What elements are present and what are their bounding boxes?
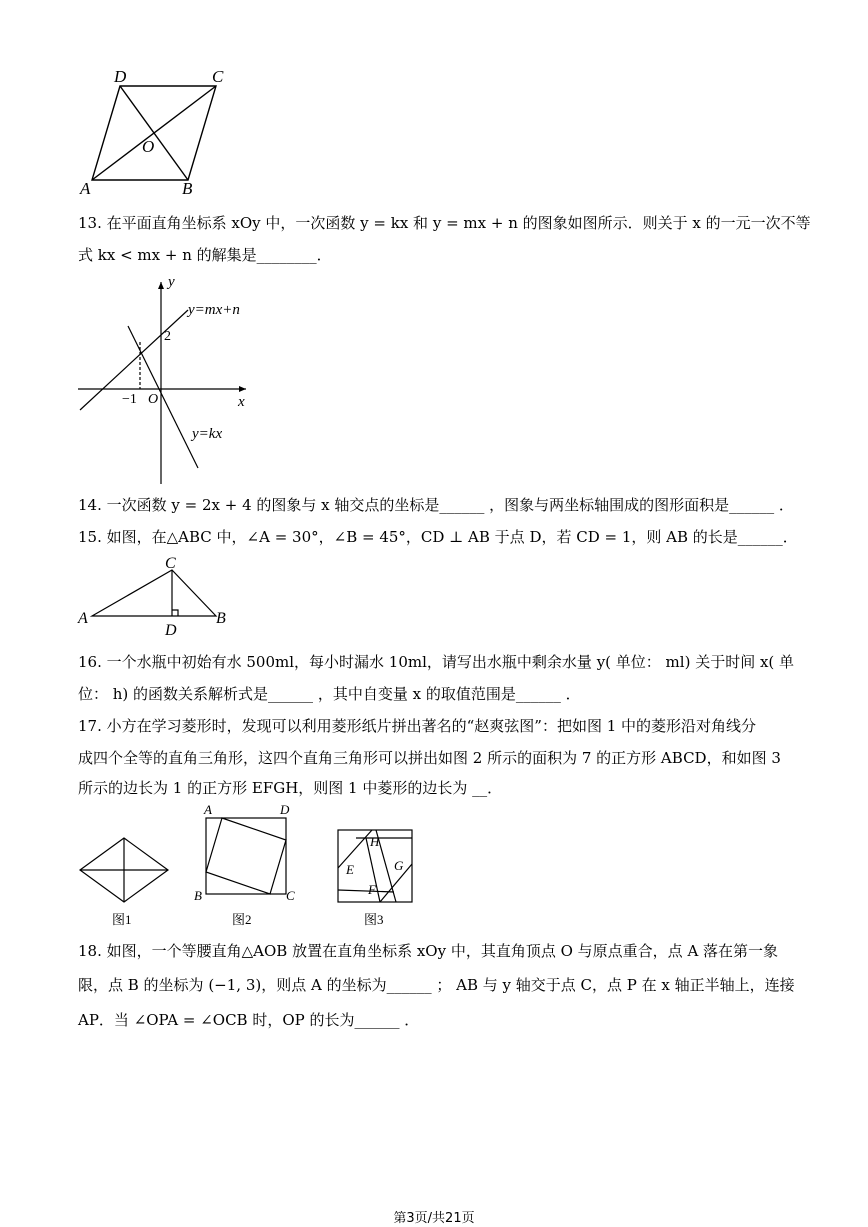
q17-figures: [76, 800, 426, 932]
q13-line2: 式 kx < mx + n 的解集是________．: [78, 246, 332, 264]
fig2-a: A: [204, 802, 212, 817]
fig3-g: G: [394, 858, 404, 873]
q17-line2: 成四个全等的直角三角形，这四个直角三角形可以拼出如图 2 所示的面积为 7 的正方形 ABCD，和如图 3: [78, 749, 781, 767]
fig3-e: E: [346, 862, 354, 877]
q15-vertex-d: D: [165, 622, 177, 639]
line-label-kx: y=kx: [192, 426, 223, 442]
vertex-b: B: [182, 179, 193, 198]
tick-neg1: −1: [122, 392, 137, 407]
vertex-o: O: [142, 137, 155, 156]
q15-line1: 15. 如图，在△ABC 中，∠A = 30°，∠B = 45°，CD ⊥ AB 于点 D，若 CD = 1，则 AB 的长是______．: [78, 528, 798, 546]
tick-2: 2: [164, 329, 171, 344]
caption-fig3: 图3: [364, 912, 384, 927]
caption-fig2: 图2: [232, 912, 252, 927]
q16-line2: 位： h) 的函数关系解析式是______ ，其中自变量 x 的取值范围是______ ．: [78, 685, 581, 703]
vertex-c: C: [212, 67, 224, 86]
origin-label: O: [148, 392, 159, 407]
q14-line1: 14. 一次函数 y = 2x + 4 的图象与 x 轴交点的坐标是______ ，图象与两坐标轴围成的图形面积是______ ．: [78, 496, 794, 514]
q17-line3: 所示的边长为 1 的正方形 EFGH，则图 1 中菱形的边长为 __．: [78, 779, 503, 797]
axis-x-label: x: [238, 394, 245, 410]
vertex-a: A: [80, 179, 91, 198]
q18-line2: 限，点 B 的坐标为 (−1, 3)，则点 A 的坐标为______ ； AB 与 y 轴交于点 C，点 P 在 x 轴正半轴上，连接: [78, 976, 795, 994]
vertex-d: D: [114, 67, 127, 86]
q18-line1: 18. 如图，一个等腰直角△AOB 放置在直角坐标系 xOy 中，其直角顶点 O 与原点重合，点 A 落在第一象: [78, 942, 779, 960]
q18-line3: AP．当 ∠OPA = ∠OCB 时，OP 的长为______ ．: [78, 1011, 420, 1029]
q15-vertex-c: C: [165, 555, 176, 572]
fig2-c: C: [286, 888, 295, 903]
fig3-h: H: [370, 834, 380, 849]
fig2-b: B: [194, 888, 202, 903]
q15-triangle: [76, 554, 246, 640]
q13-line1: 13. 在平面直角坐标系 xOy 中，一次函数 y = kx 和 y = mx + n 的图象如图所示．则关于 x 的一元一次不等: [78, 214, 811, 232]
page-footer: 第3页/共21页: [393, 1211, 475, 1226]
line-label-mxn: y=mx+n: [188, 302, 240, 318]
fig2-d: D: [280, 802, 290, 817]
q15-vertex-a: A: [78, 610, 88, 627]
caption-fig1: 图1: [112, 912, 132, 927]
fig3-f: F: [368, 882, 376, 897]
q16-line1: 16. 一个水瓶中初始有水 500ml，每小时漏水 10ml，请写出水瓶中剩余水量 y( 单位： ml) 关于时间 x( 单: [78, 653, 795, 671]
q13-graph: [76, 270, 276, 488]
rhombus-figure: [76, 64, 236, 200]
axis-y-label: y: [168, 274, 175, 290]
q15-vertex-b: B: [216, 610, 226, 627]
q17-line1: 17. 小方在学习菱形时，发现可以利用菱形纸片拼出著名的“赵爽弦图”：把如图 1 中的菱形沿对角线分: [78, 717, 757, 735]
